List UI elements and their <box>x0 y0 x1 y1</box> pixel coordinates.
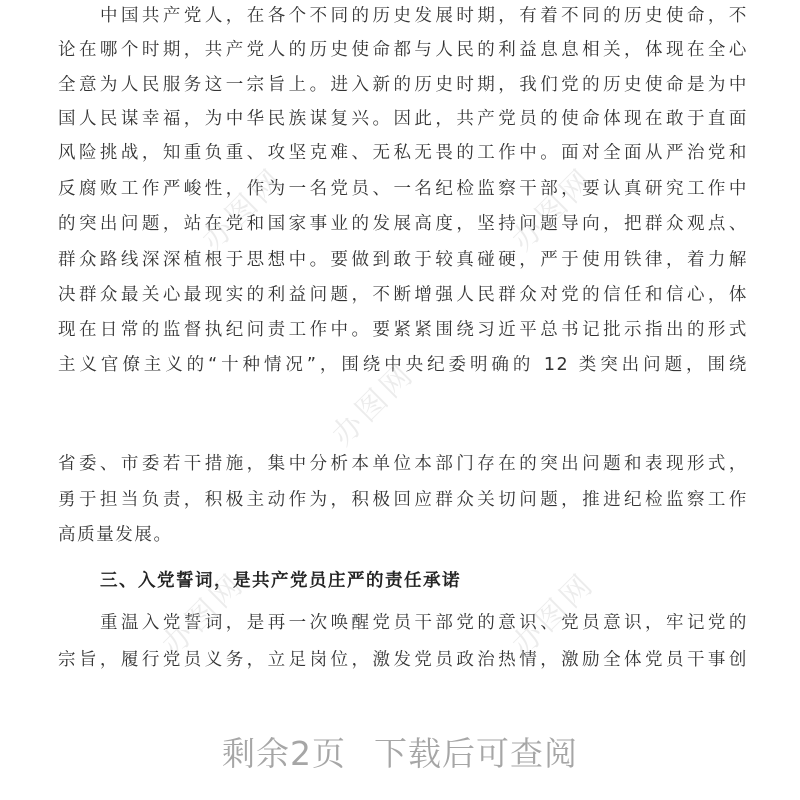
watermark-text: 办图网 <box>325 356 422 453</box>
paragraph-line: 宗旨，履行党员义务，立足岗位，激发党员政治热情，激励全体党员干事创 <box>58 650 748 670</box>
paragraph-line: 决群众最关心最现实的利益问题，不断增强人民群众对党的信任和信心，体 <box>58 285 748 305</box>
paragraph-line: 全意为人民服务这一宗旨上。进入新的历史时期，我们党的历史使命是为中 <box>58 75 748 95</box>
section-heading: 三、入党誓词，是共产党员庄严的责任承诺 <box>100 571 461 591</box>
paragraph-line: 群众路线深深植根于思想中。要做到敢于较真碰硬，严于使用铁律，着力解 <box>58 250 748 270</box>
paragraph-line: 高质量发展。 <box>58 525 173 545</box>
remaining-pages-label: 剩余2页 <box>222 734 346 773</box>
watermark-text: 办图网 <box>155 566 252 663</box>
paragraph-line: 重温入党誓词，是再一次唤醒党员干部党的意识、党员意识，牢记党的 <box>100 613 748 633</box>
watermark-text: 办图网 <box>505 566 602 663</box>
paragraph-line: 反腐败工作严峻性，作为一名党员、一名纪检监察干部，要认真研究工作中 <box>58 179 748 199</box>
download-prompt[interactable] <box>0 728 800 780</box>
watermark-text: 办图网 <box>195 161 292 258</box>
paragraph-line: 现在日常的监督执纪问责工作中。要紧紧围绕习近平总书记批示指出的形式 <box>58 320 748 340</box>
paragraph-line: 勇于担当负责，积极主动作为，积极回应群众关切问题，推进纪检监察工作 <box>58 490 748 510</box>
paragraph-line: 的突出问题，站在党和国家事业的发展高度，坚持问题导向，把群众观点、 <box>58 214 748 234</box>
paragraph-line: 省委、市委若干措施，集中分析本单位本部门存在的突出问题和表现形式， <box>58 454 748 474</box>
download-to-view-label[interactable]: 下载后可查阅 <box>374 734 578 773</box>
watermark-text: 办图网 <box>505 161 602 258</box>
paragraph-line: 风险挑战，知重负重、攻坚克难、无私无畏的工作中。面对全面从严治党和 <box>58 143 748 163</box>
paragraph-line: 中国共产党人，在各个不同的历史发展时期，有着不同的历史使命，不 <box>100 6 748 26</box>
paragraph-line: 主义官僚主义的“十种情况”，围绕中央纪委明确的 12 类突出问题，围绕 <box>58 355 748 375</box>
paragraph-line: 国人民谋幸福，为中华民族谋复兴。因此，共产党员的使命体现在敢于直面 <box>58 109 748 129</box>
paragraph-line: 论在哪个时期，共产党人的历史使命都与人民的利益息息相关，体现在全心 <box>58 40 748 60</box>
